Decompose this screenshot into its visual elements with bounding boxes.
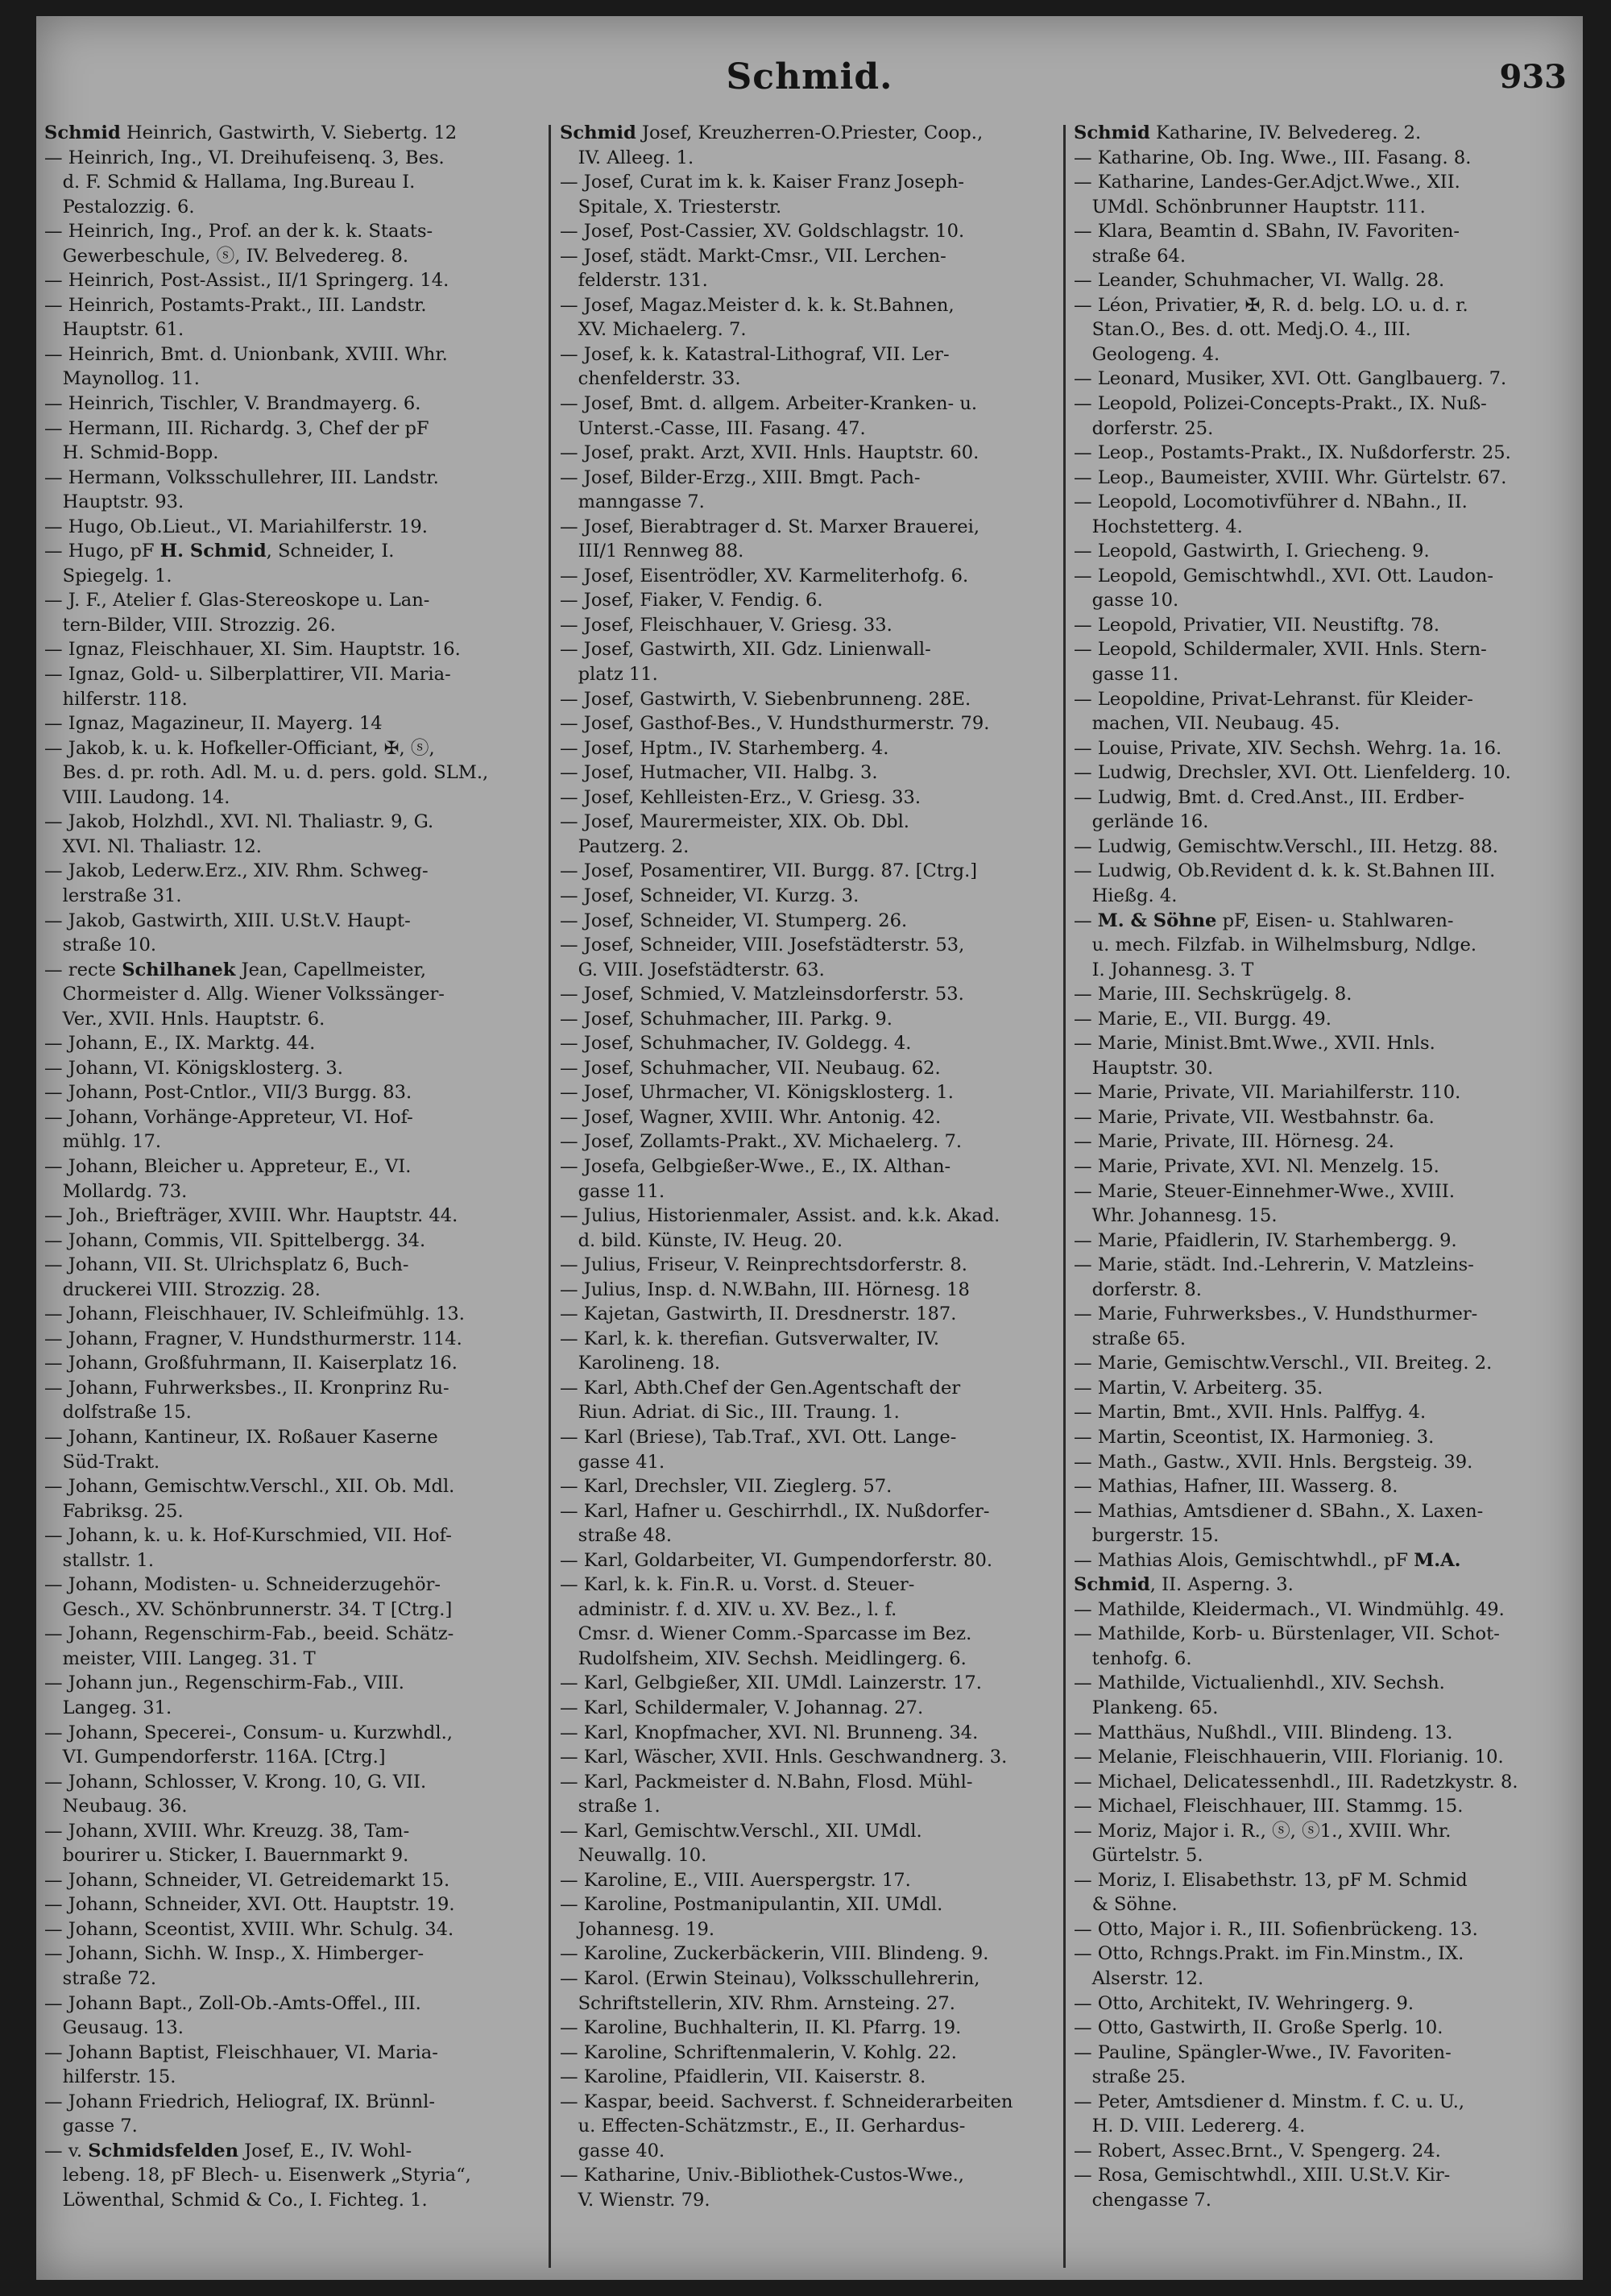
entry-line: chenfelderstr. 33.	[578, 368, 741, 390]
entry-line: — Mathilde, Victualienhdl., XIV. Sechsh.	[1074, 1672, 1445, 1694]
entry-line: — Otto, Major i. R., III. Sofienbrückeng. 13.	[1074, 1918, 1478, 1940]
entry-line: — Karoline, E., VIII. Auerspergstr. 17.	[560, 1869, 911, 1891]
entry-line: — Leop., Baumeister, XVIII. Whr. Gürtelstr. 67.	[1074, 466, 1507, 488]
entry-line: — Johann, Post-Cntlor., VII/3 Burgg. 83.	[44, 1082, 412, 1104]
entry-line: Hauptstr. 30.	[1091, 1057, 1214, 1079]
entry-line: — Heinrich, Post-Assist., II/1 Springerg. 14.	[44, 270, 449, 292]
entry-line: — Melanie, Fleischhauerin, VIII. Florianig. 10.	[1074, 1747, 1504, 1768]
entry-line: straße 1.	[578, 1796, 661, 1817]
entry-line: Plankeng. 65.	[1091, 1697, 1219, 1718]
entry-line: u. Effecten-Schätzmstr., E., II. Gerhardus-	[578, 2116, 966, 2137]
entry-line: — Moriz, Major i. R., ⓢ, ⓢ1., XVIII. Whr.	[1074, 1820, 1452, 1842]
entry-line: — Karl (Briese), Tab.Traf., XVI. Ott. Lange-	[560, 1426, 957, 1448]
entry-line: Johannesg. 19.	[578, 1918, 715, 1940]
entry-line: — Marie, Gemischtw.Verschl., VII. Breiteg. 2.	[1074, 1353, 1493, 1374]
column-divider	[1063, 125, 1066, 2268]
entry-line: — Johann, Sichh. W. Insp., X. Himberger-	[44, 1943, 424, 1965]
entry-line: Gesch., XV. Schönbrunnerstr. 34. T [Ctrg.]	[62, 1598, 453, 1620]
entry-line: — Johann, Bleicher u. Appreteur, E., VI.	[44, 1155, 412, 1177]
page-number: 933	[1499, 58, 1567, 96]
entry-line: Stan.O., Bes. d. ott. Medj.O. 4., III.	[1091, 319, 1411, 341]
entry-line: Schmid Heinrich, Gastwirth, V. Siebertg. 12	[44, 122, 458, 143]
entry-line: Schmid Katharine, IV. Belvedereg. 2.	[1074, 122, 1422, 143]
entry-line: Rudolfsheim, XIV. Sechsh. Meidlingerg. 6.	[578, 1647, 967, 1669]
entry-line: — Josef, Schneider, VIII. Josefstädterstr. 53,	[560, 935, 965, 956]
entry-line: Langeg. 31.	[62, 1697, 172, 1718]
entry-line: — Josef, Gastwirth, V. Siebenbrunneng. 28E.	[560, 688, 971, 710]
entry-line: — Julius, Friseur, V. Reinprechtsdorferstr. 8.	[560, 1254, 967, 1276]
entry-line: straße 64.	[1091, 245, 1187, 267]
entry-line: — Jakob, Lederw.Erz., XIV. Rhm. Schweg-	[44, 860, 429, 882]
entry-line: — Marie, Fuhrwerksbes., V. Hundsthurmer-	[1074, 1303, 1478, 1325]
entry-line: lerstraße 31.	[62, 885, 182, 906]
entry-line: Bes. d. pr. roth. Adl. M. u. d. pers. gold. SLM.,	[62, 762, 489, 784]
entry-line: machen, VII. Neubaug. 45.	[1091, 713, 1340, 735]
entry-line: — Johann, k. u. k. Hof-Kurschmied, VII. Hof-	[44, 1525, 452, 1547]
entry-line: gasse 40.	[578, 2140, 665, 2161]
entry-line: — Josef, Schuhmacher, III. Parkg. 9.	[560, 1008, 892, 1030]
entry-line: gasse 11.	[578, 1180, 665, 1202]
entry-line: — Leopold, Schildermaler, XVII. Hnls. Stern-	[1074, 639, 1487, 661]
entry-line: — Josef, Curat im k. k. Kaiser Franz Joseph-	[560, 172, 965, 193]
entry-line: — Ludwig, Gemischtw.Verschl., III. Hetzg. 88.	[1074, 835, 1498, 857]
entry-line: — Josef, Schneider, VI. Kurzg. 3.	[560, 885, 859, 906]
entry-line: — Josef, Posamentirer, VII. Burgg. 87. [Ctrg.]	[560, 860, 978, 882]
entry-line: lebeng. 18, pF Blech- u. Eisenwerk „Styria“,	[62, 2165, 471, 2186]
entry-line: — Rosa, Gemischtwhdl., XIII. U.St.V. Kir-	[1074, 2165, 1451, 2186]
entry-line: Cmsr. d. Wiener Comm.-Sparcasse im Bez.	[578, 1623, 972, 1645]
entry-line: — Leonard, Musiker, XVI. Ott. Ganglbauerg. 7.	[1074, 368, 1507, 390]
entry-line: — Johann, Fuhrwerksbes., II. Kronprinz Ru-	[44, 1377, 449, 1399]
entry-line: — Marie, städt. Ind.-Lehrerin, V. Matzleins-	[1074, 1254, 1474, 1276]
entry-line: — recte Schilhanek Jean, Capellmeister,	[44, 959, 427, 980]
entry-line: — J. F., Atelier f. Glas-Stereoskope u. Lan-	[44, 590, 430, 611]
entry-line: straße 10.	[62, 935, 157, 956]
entry-column-1	[44, 121, 544, 2212]
entry-line: — Josef, prakt. Arzt, XVII. Hnls. Hauptstr. 60.	[560, 442, 979, 464]
entry-line: — Karol. (Erwin Steinau), Volksschullehrerin,	[560, 1968, 980, 1990]
entry-line: — Matthäus, Nußhdl., VIII. Blindeng. 13.	[1074, 1722, 1453, 1743]
entry-line: bourirer u. Sticker, I. Bauernmarkt 9.	[62, 1845, 409, 1867]
entry-line: Hießg. 4.	[1091, 885, 1178, 906]
entry-line: — Karl, Gelbgießer, XII. UMdl. Lainzerstr. 17.	[560, 1672, 982, 1694]
entry-line: — Josef, k. k. Katastral-Lithograf, VII. Ler-	[560, 343, 950, 365]
entry-line: — Pauline, Spängler-Wwe., IV. Favoriten-	[1074, 2041, 1452, 2063]
entry-line: Mollardg. 73.	[62, 1180, 188, 1202]
entry-line: — Ludwig, Bmt. d. Cred.Anst., III. Erdber-	[1074, 786, 1464, 808]
entry-line: — Heinrich, Postamts-Prakt., III. Landstr.	[44, 294, 427, 316]
entry-line: — Josef, Kehlleisten-Erz., V. Griesg. 33.	[560, 786, 921, 808]
entry-line: — Karl, Packmeister d. N.Bahn, Flosd. Mühl-	[560, 1771, 973, 1792]
directory-page	[36, 16, 1583, 2280]
entry-line: — Ludwig, Drechsler, XVI. Ott. Lienfelderg. 10.	[1074, 762, 1511, 784]
entry-line: Süd-Trakt.	[62, 1451, 160, 1473]
entry-line: — Johann, XVIII. Whr. Kreuzg. 38, Tam-	[44, 1820, 410, 1842]
entry-line: V. Wienstr. 79.	[578, 2189, 710, 2211]
entry-line: Geologeng. 4.	[1091, 343, 1220, 365]
entry-line: — Marie, Private, III. Hörnesg. 24.	[1074, 1131, 1394, 1153]
entry-line: u. mech. Filzfab. in Wilhelmsburg, Ndlge.	[1091, 935, 1477, 956]
entry-line: — Josef, Eisentrödler, XV. Karmeliterhofg. 6.	[560, 565, 969, 586]
entry-line: — v. Schmidsfelden Josef, E., IV. Wohl-	[44, 2140, 412, 2161]
entry-line: Unterst.-Casse, III. Fasang. 47.	[578, 417, 866, 439]
entry-line: — Julius, Historienmaler, Assist. and. k.k. Akad.	[560, 1205, 1000, 1227]
entry-line: — Karl, Drechsler, VII. Zieglerg. 57.	[560, 1476, 892, 1498]
entry-line: — Josef, Bilder-Erzg., XIII. Bmgt. Pach-	[560, 466, 921, 488]
entry-line: — Jakob, Holzhdl., XVI. Nl. Thaliastr. 9, G.	[44, 811, 434, 833]
entry-line: — Josef, Fleischhauer, V. Griesg. 33.	[560, 614, 892, 636]
entry-line: — Robert, Assec.Brnt., V. Spengerg. 24.	[1074, 2140, 1441, 2161]
entry-line: Hauptstr. 93.	[62, 491, 184, 513]
entry-line: — Michael, Delicatessenhdl., III. Radetzkystr. 8.	[1074, 1771, 1518, 1792]
entry-line: — Karoline, Postmanipulantin, XII. UMdl.	[560, 1894, 943, 1916]
entry-line: d. F. Schmid & Hallama, Ing.Bureau I.	[62, 172, 416, 193]
entry-line: — Josef, Schuhmacher, IV. Goldegg. 4.	[560, 1033, 912, 1055]
entry-line: dorferstr. 25.	[1091, 417, 1214, 439]
entry-line: Spiegelg. 1.	[62, 565, 172, 586]
entry-line: Chormeister d. Allg. Wiener Volkssänger-	[62, 984, 445, 1005]
entry-line: hilferstr. 15.	[62, 2066, 176, 2088]
entry-line: — Karl, Hafner u. Geschirrhdl., IX. Nußdorfer-	[560, 1500, 990, 1522]
entry-line: d. bild. Künste, IV. Heug. 20.	[578, 1229, 843, 1251]
entry-line: dorferstr. 8.	[1091, 1279, 1202, 1300]
entry-line: — Karl, Schildermaler, V. Johannag. 27.	[560, 1697, 924, 1718]
entry-line: — Jakob, k. u. k. Hofkeller-Officiant, ✠, ⓢ,	[44, 737, 435, 759]
entry-line: burgerstr. 15.	[1091, 1525, 1220, 1547]
entry-line: IV. Alleeg. 1.	[578, 147, 694, 168]
entry-line: — Johann, Specerei-, Consum- u. Kurzwhdl.,	[44, 1722, 453, 1743]
entry-line: — Marie, Steuer-Einnehmer-Wwe., XVIII.	[1074, 1180, 1456, 1202]
entry-line: — Johann, Modisten- u. Schneiderzugehör-	[44, 1574, 441, 1596]
entry-line: H. D. VIII. Ledererg. 4.	[1091, 2116, 1306, 2137]
entry-line: gasse 11.	[1091, 664, 1179, 686]
entry-line: gasse 10.	[1091, 590, 1179, 611]
entry-line: felderstr. 131.	[578, 270, 708, 292]
entry-line: — Johann, Großfuhrmann, II. Kaiserplatz 16.	[44, 1353, 458, 1374]
entry-line: — Kajetan, Gastwirth, II. Dresdnerstr. 187.	[560, 1303, 957, 1325]
entry-line: — Josef, Magaz.Meister d. k. k. St.Bahnen,	[560, 294, 955, 316]
entry-line: — Josef, Zollamts-Prakt., XV. Michaelerg. 7.	[560, 1131, 963, 1153]
entry-line: Whr. Johannesg. 15.	[1091, 1205, 1278, 1227]
entry-line: Pautzerg. 2.	[578, 835, 690, 857]
entry-line: — Mathias Alois, Gemischtwhdl., pF M.A.	[1074, 1549, 1461, 1571]
entry-line: Geusaug. 13.	[62, 2017, 184, 2039]
entry-line: — Josef, Schuhmacher, VII. Neubaug. 62.	[560, 1057, 941, 1079]
entry-line: — Karoline, Schriftenmalerin, V. Kohlg. 22.	[560, 2041, 957, 2063]
entry-line: Spitale, X. Triesterstr.	[578, 196, 782, 218]
entry-line: — Ignaz, Magazineur, II. Mayerg. 14	[44, 713, 383, 735]
entry-line: — Martin, Bmt., XVII. Hnls. Palffyg. 4.	[1074, 1402, 1427, 1424]
entry-line: straße 72.	[62, 1968, 157, 1990]
entry-line: — Johann, Schneider, VI. Getreidemarkt 15.	[44, 1869, 450, 1891]
entry-line: — Mathilde, Korb- u. Bürstenlager, VII. Schot-	[1074, 1623, 1500, 1645]
entry-line: — Otto, Gastwirth, II. Große Sperlg. 10.	[1074, 2017, 1443, 2039]
entry-line: — Josef, Schmied, V. Matzleinsdorferstr. 53.	[560, 984, 964, 1005]
entry-line: — Hermann, III. Richardg. 3, Chef der pF	[44, 417, 429, 439]
entry-line: & Söhne.	[1091, 1894, 1178, 1916]
entry-line: — Josef, Wagner, XVIII. Whr. Antonig. 42.	[560, 1106, 942, 1128]
entry-line: — Leander, Schuhmacher, VI. Wallg. 28.	[1074, 270, 1445, 292]
entry-line: XV. Michaelerg. 7.	[578, 319, 747, 341]
entry-line: — Peter, Amtsdiener d. Minstm. f. C. u. U.,	[1074, 2091, 1465, 2112]
entry-line: — Heinrich, Ing., VI. Dreihufeisenq. 3, Bes.	[44, 147, 445, 168]
entry-line: — Mathilde, Kleidermach., VI. Windmühlg. 49.	[1074, 1598, 1505, 1620]
entry-line: — Leopold, Polizei-Concepts-Prakt., IX. Nuß-	[1074, 393, 1487, 415]
entry-line: — Johann, E., IX. Marktg. 44.	[44, 1033, 316, 1055]
entry-line: druckerei VIII. Strozzig. 28.	[62, 1279, 321, 1300]
entry-line: — Hermann, Volksschullehrer, III. Landstr.	[44, 466, 439, 488]
entry-column-3	[1074, 121, 1573, 2212]
entry-line: — Marie, III. Sechskrügelg. 8.	[1074, 984, 1352, 1005]
entry-line: hilferstr. 118.	[62, 688, 188, 710]
entry-line: — M. & Söhne pF, Eisen- u. Stahlwaren-	[1074, 910, 1454, 931]
entry-line: Schmid Josef, Kreuzherren-O.Priester, Coop.,	[560, 122, 984, 143]
entry-line: gerlände 16.	[1091, 811, 1209, 833]
entry-line: — Josef, Bierabtrager d. St. Marxer Brauerei,	[560, 516, 980, 537]
entry-line: manngasse 7.	[578, 491, 705, 513]
entry-line: — Johann Friedrich, Heliograf, IX. Brünnl-	[44, 2091, 435, 2112]
entry-line: — Josef, Maurermeister, XIX. Ob. Dbl.	[560, 811, 909, 833]
entry-line: — Johann, Fragner, V. Hundsthurmerstr. 114.	[44, 1328, 462, 1349]
entry-column-2	[560, 121, 1059, 2212]
entry-line: — Joh., Briefträger, XVIII. Whr. Hauptstr. 44.	[44, 1205, 458, 1227]
entry-line: mühlg. 17.	[62, 1131, 162, 1153]
entry-line: — Ignaz, Fleischhauer, XI. Sim. Hauptstr. 16.	[44, 639, 461, 661]
entry-line: — Johann, Kantineur, IX. Roßauer Kaserne	[44, 1426, 438, 1448]
entry-line: straße 65.	[1091, 1328, 1187, 1349]
entry-line: — Leopold, Privatier, VII. Neustiftg. 78.	[1074, 614, 1440, 636]
entry-line: — Julius, Insp. d. N.W.Bahn, III. Hörnesg. 18	[560, 1279, 970, 1300]
entry-line: — Karl, Gemischtw.Verschl., XII. UMdl.	[560, 1820, 922, 1842]
entry-line: — Johann, VI. Königsklosterg. 3.	[44, 1057, 343, 1079]
entry-line: — Karl, Goldarbeiter, VI. Gumpendorferstr. 80.	[560, 1549, 993, 1571]
entry-line: — Marie, Pfaidlerin, IV. Starhembergg. 9.	[1074, 1229, 1457, 1251]
entry-line: — Klara, Beamtin d. SBahn, IV. Favoriten-	[1074, 221, 1460, 242]
entry-line: — Ludwig, Ob.Revident d. k. k. St.Bahnen III.	[1074, 860, 1496, 882]
page-title: Schmid.	[726, 56, 893, 97]
entry-line: — Hugo, Ob.Lieut., VI. Mariahilferstr. 19.	[44, 516, 428, 537]
entry-line: — Karl, k. k. therefian. Gutsverwalter, IV.	[560, 1328, 940, 1349]
entry-line: — Otto, Rchngs.Prakt. im Fin.Minstm., IX.	[1074, 1943, 1464, 1965]
entry-line: — Math., Gastw., XVII. Hnls. Bergsteig. 39.	[1074, 1451, 1473, 1473]
entry-line: — Léon, Privatier, ✠, R. d. belg. LO. u. d. r.	[1074, 294, 1468, 316]
entry-line: Riun. Adriat. di Sic., III. Traung. 1.	[578, 1402, 900, 1424]
entry-line: — Johann, Commis, VII. Spittelbergg. 34.	[44, 1229, 426, 1251]
entry-line: — Josef, Bmt. d. allgem. Arbeiter-Kranken- u.	[560, 393, 978, 415]
entry-line: administr. f. d. XIV. u. XV. Bez., l. f.	[578, 1598, 897, 1620]
entry-line: — Josef, Schneider, VI. Stumperg. 26.	[560, 910, 908, 931]
entry-line: — Josef, Fiaker, V. Fendig. 6.	[560, 590, 823, 611]
entry-line: Alserstr. 12.	[1091, 1968, 1204, 1990]
entry-line: — Karl, Knopfmacher, XVI. Nl. Brunneng. 34.	[560, 1722, 979, 1743]
entry-line: platz 11.	[578, 664, 658, 686]
entry-line: — Karl, Wäscher, XVII. Hnls. Geschwandnerg. 3.	[560, 1747, 1008, 1768]
entry-line: UMdl. Schönbrunner Hauptstr. 111.	[1091, 196, 1426, 218]
entry-line: — Marie, Minist.Bmt.Wwe., XVII. Hnls.	[1074, 1033, 1435, 1055]
entry-line: — Ignaz, Gold- u. Silberplattirer, VII. Maria-	[44, 664, 451, 686]
entry-line: G. VIII. Josefstädterstr. 63.	[578, 959, 825, 980]
entry-line: — Johann jun., Regenschirm-Fab., VIII.	[44, 1672, 404, 1694]
entry-line: — Leopold, Locomotivführer d. NBahn., II.	[1074, 491, 1468, 513]
entry-line: — Katharine, Univ.-Bibliothek-Custos-Wwe.,	[560, 2165, 964, 2186]
entry-line: dolfstraße 15.	[62, 1402, 192, 1424]
entry-line: — Karl, Abth.Chef der Gen.Agentschaft der	[560, 1377, 961, 1399]
entry-line: Gewerbeschule, ⓢ, IV. Belvedereg. 8.	[62, 245, 409, 267]
entry-line: — Johann, Gemischtw.Verschl., XII. Ob. Mdl.	[44, 1476, 455, 1498]
entry-line: Schmid, II. Asperng. 3.	[1074, 1574, 1294, 1596]
entry-line: — Marie, E., VII. Burgg. 49.	[1074, 1008, 1331, 1030]
entry-line: Karolineng. 18.	[578, 1353, 721, 1374]
entry-line: — Leopold, Gastwirth, I. Griecheng. 9.	[1074, 541, 1430, 562]
entry-line: — Karl, k. k. Fin.R. u. Vorst. d. Steuer-	[560, 1574, 915, 1596]
entry-line: tern-Bilder, VIII. Strozzig. 26.	[62, 614, 336, 636]
entry-line: — Heinrich, Tischler, V. Brandmayerg. 6.	[44, 393, 421, 415]
entry-line: — Johann, Regenschirm-Fab., beeid. Schätz-	[44, 1623, 454, 1645]
entry-line: Schriftstellerin, XIV. Rhm. Arnsteing. 27.	[578, 1992, 955, 2014]
column-divider	[549, 125, 551, 2268]
entry-line: I. Johannesg. 3. T	[1091, 959, 1254, 980]
entry-line: Fabriksg. 25.	[62, 1500, 184, 1522]
entry-line: Gürtelstr. 5.	[1091, 1845, 1203, 1867]
entry-line: — Moriz, I. Elisabethstr. 13, pF M. Schmid	[1074, 1869, 1468, 1891]
entry-line: tenhofg. 6.	[1091, 1647, 1192, 1669]
entry-line: — Mathias, Amtsdiener d. SBahn., X. Laxen-	[1074, 1500, 1484, 1522]
entry-line: — Karoline, Zuckerbäckerin, VIII. Blindeng. 9.	[560, 1943, 989, 1965]
entry-line: — Johann Bapt., Zoll-Ob.-Amts-Offel., III.	[44, 1992, 421, 2014]
entry-line: XVI. Nl. Thaliastr. 12.	[62, 835, 262, 857]
entry-line: — Marie, Private, XVI. Nl. Menzelg. 15.	[1074, 1155, 1439, 1177]
entry-line: — Josef, Gastwirth, XII. Gdz. Linienwall-	[560, 639, 931, 661]
entry-line: — Josef, Hptm., IV. Starhemberg. 4.	[560, 737, 889, 759]
entry-line: — Johann, Vorhänge-Appreteur, VI. Hof-	[44, 1106, 413, 1128]
entry-line: stallstr. 1.	[62, 1549, 155, 1571]
entry-line: — Heinrich, Ing., Prof. an der k. k. Staats-	[44, 221, 433, 242]
entry-line: — Johann Baptist, Fleischhauer, VI. Maria-	[44, 2041, 438, 2063]
entry-line: — Leop., Postamts-Prakt., IX. Nußdorferstr. 25.	[1074, 442, 1511, 464]
entry-line: — Martin, Sceontist, IX. Harmonieg. 3.	[1074, 1426, 1435, 1448]
entry-line: Pestalozzig. 6.	[62, 196, 195, 218]
entry-line: — Leopold, Gemischtwhdl., XVI. Ott. Laudon-	[1074, 565, 1493, 586]
entry-line: — Marie, Private, VII. Mariahilferstr. 110.	[1074, 1082, 1461, 1104]
entry-line: straße 25.	[1091, 2066, 1187, 2088]
entry-line: — Johann, Sceontist, XVIII. Whr. Schulg. 34.	[44, 1918, 454, 1940]
entry-line: — Johann, Schlosser, V. Krong. 10, G. VII.	[44, 1771, 427, 1792]
page-header	[36, 56, 1583, 113]
entry-line: H. Schmid-Bopp.	[62, 442, 219, 464]
entry-line: — Marie, Private, VII. Westbahnstr. 6a.	[1074, 1106, 1435, 1128]
entry-line: gasse 7.	[62, 2116, 138, 2137]
entry-line: Hochstetterg. 4.	[1091, 516, 1243, 537]
entry-line: Hauptstr. 61.	[62, 319, 184, 341]
entry-line: VI. Gumpendorferstr. 116A. [Ctrg.]	[62, 1747, 386, 1768]
entry-line: III/1 Rennweg 88.	[578, 541, 744, 562]
entry-line: Neuwallg. 10.	[578, 1845, 707, 1867]
entry-line: — Kaspar, beeid. Sachverst. f. Schneiderarbeiten	[560, 2091, 1013, 2112]
entry-line: — Josefa, Gelbgießer-Wwe., E., IX. Althan-	[560, 1155, 951, 1177]
entry-line: — Johann, Schneider, XVI. Ott. Hauptstr. 19.	[44, 1894, 455, 1916]
entry-line: — Josef, Gasthof-Bes., V. Hundsthurmerstr. 79.	[560, 713, 990, 735]
entry-line: VIII. Laudong. 14.	[62, 786, 230, 808]
entry-line: Löwenthal, Schmid & Co., I. Fichteg. 1.	[62, 2189, 428, 2211]
entry-line: — Johann, VII. St. Ulrichsplatz 6, Buch-	[44, 1254, 409, 1276]
entry-line: — Karoline, Pfaidlerin, VII. Kaiserstr. 8.	[560, 2066, 926, 2088]
entry-line: meister, VIII. Langeg. 31. T	[62, 1647, 316, 1669]
entry-line: — Johann, Fleischhauer, IV. Schleifmühlg. 13.	[44, 1303, 465, 1325]
entry-line: — Katharine, Ob. Ing. Wwe., III. Fasang. 8.	[1074, 147, 1472, 168]
entry-line: — Josef, Post-Cassier, XV. Goldschlagstr. 10.	[560, 221, 965, 242]
entry-line: straße 48.	[578, 1525, 673, 1547]
entry-line: — Hugo, pF H. Schmid, Schneider, I.	[44, 541, 395, 562]
entry-line: — Mathias, Hafner, III. Wasserg. 8.	[1074, 1476, 1398, 1498]
entry-line: — Leopoldine, Privat-Lehranst. für Kleider-	[1074, 688, 1473, 710]
entry-line: — Jakob, Gastwirth, XIII. U.St.V. Haupt-	[44, 910, 411, 931]
entry-line: chengasse 7.	[1091, 2189, 1211, 2211]
entry-line: Neubaug. 36.	[62, 1796, 188, 1817]
entry-line: Maynollog. 11.	[62, 368, 200, 390]
entry-line: — Josef, Hutmacher, VII. Halbg. 3.	[560, 762, 878, 784]
entry-line: — Josef, Uhrmacher, VI. Königsklosterg. 1.	[560, 1082, 954, 1104]
entry-line: — Josef, städt. Markt-Cmsr., VII. Lerchen-	[560, 245, 946, 267]
entry-line: — Martin, V. Arbeiterg. 35.	[1074, 1377, 1323, 1399]
entry-line: — Heinrich, Bmt. d. Unionbank, XVIII. Whr.	[44, 343, 448, 365]
entry-line: — Michael, Fleischhauer, III. Stammg. 15.	[1074, 1796, 1464, 1817]
entry-line: — Louise, Private, XIV. Sechsh. Wehrg. 1a. 16.	[1074, 737, 1502, 759]
entry-line: — Karoline, Buchhalterin, II. Kl. Pfarrg. 19.	[560, 2017, 962, 2039]
entry-line: — Katharine, Landes-Ger.Adjct.Wwe., XII.	[1074, 172, 1460, 193]
entry-line: Ver., XVII. Hnls. Hauptstr. 6.	[62, 1008, 325, 1030]
entry-line: — Otto, Architekt, IV. Wehringerg. 9.	[1074, 1992, 1414, 2014]
entry-line: gasse 41.	[578, 1451, 665, 1473]
